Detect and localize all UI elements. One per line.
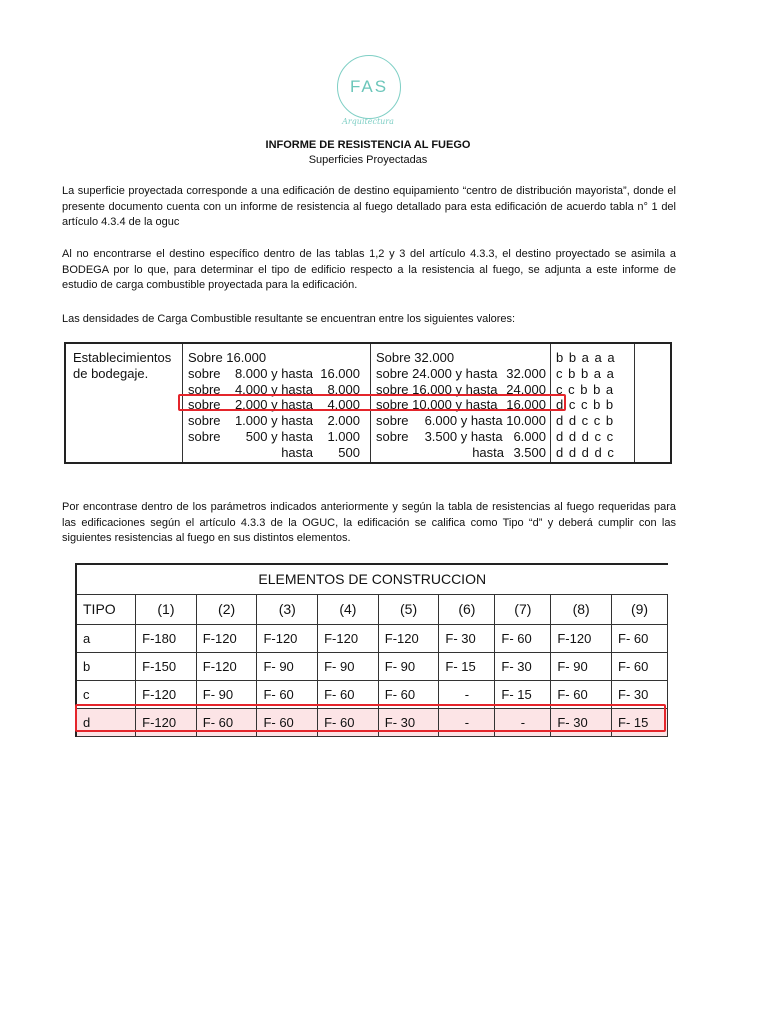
density-cell: 8.000 y hasta bbox=[234, 365, 313, 381]
density-highlight bbox=[178, 394, 566, 411]
density-cell: 6.000 y hasta 10.000 bbox=[424, 413, 546, 429]
paragraph-destino: Al no encontrarse el destino específico dentro de las tablas 1,2 y 3 del artículo 4.3.3, el destino proyectado se asimila a BODEGA por lo que, para determinar el tipo de edificio respecto a la resistencia al fuego, se adjunta a este informe de estudio de carga combustible proyectada para la edificación. bbox=[62, 248, 676, 292]
elements-cell: F- 60 bbox=[612, 652, 668, 680]
elements-header-cell: (4) bbox=[318, 594, 379, 624]
density-row bbox=[376, 366, 556, 382]
density-cell: Sobre 16.000 bbox=[188, 350, 267, 365]
density-row bbox=[376, 429, 556, 445]
elements-header-cell: TIPO bbox=[76, 594, 136, 624]
density-cell: 1.000 y hasta bbox=[234, 413, 313, 429]
elements-header-cell: (3) bbox=[257, 594, 318, 624]
elements-cell: - bbox=[439, 708, 495, 736]
document-title: INFORME DE RESISTENCIA AL FUEGO bbox=[265, 139, 471, 151]
density-cell: sobre bbox=[188, 365, 221, 381]
elements-cell: c bbox=[76, 680, 136, 708]
elements-header-row bbox=[76, 594, 668, 624]
document-subtitle: Superficies Proyectadas bbox=[308, 154, 428, 166]
density-cell: 500 bbox=[338, 444, 360, 460]
elements-cell: F- 15 bbox=[612, 708, 668, 736]
elements-cell: F-120 bbox=[551, 624, 612, 652]
elements-cell: F- 30 bbox=[378, 708, 439, 736]
elements-cell: F- 90 bbox=[551, 652, 612, 680]
density-cell: 32.000 bbox=[506, 365, 546, 381]
elements-header-cell: (5) bbox=[378, 594, 439, 624]
elements-cell: F- 30 bbox=[612, 680, 668, 708]
elements-header-cell: (1) bbox=[136, 594, 197, 624]
density-cell: 4.000 y hasta bbox=[234, 381, 313, 397]
elements-header-cell: (9) bbox=[612, 594, 668, 624]
density-cell: Sobre 32.000 bbox=[376, 350, 455, 365]
logo bbox=[337, 55, 401, 119]
elements-header-cell: (8) bbox=[551, 594, 612, 624]
elements-cell: F- 60 bbox=[551, 680, 612, 708]
elements-row bbox=[76, 652, 668, 680]
density-cell: 4.000 bbox=[327, 397, 360, 413]
elements-cell: F- 30 bbox=[495, 652, 551, 680]
elements-table-title: ELEMENTOS DE CONSTRUCCION bbox=[76, 564, 668, 594]
elements-cell: F- 15 bbox=[439, 652, 495, 680]
elements-cell: F- 60 bbox=[318, 680, 379, 708]
density-row bbox=[376, 413, 556, 429]
density-cell: 3.500 bbox=[513, 444, 546, 460]
paragraph-intro: La superficie proyectada corresponde a una edificación de destino equipamiento “centro de distribución mayorista”, donde el presente documento cuenta con un informe de resistencia al fuego detallado para esta edificación de acuerdo tabla n° 1 del artículo 4.3.4 de la oguc bbox=[62, 185, 676, 229]
density-cell: 3.500 y hasta 6.000 bbox=[424, 428, 546, 444]
elements-cell: F- 30 bbox=[551, 708, 612, 736]
establishment-line: Establecimientos bbox=[73, 350, 172, 365]
elements-cell: - bbox=[495, 708, 551, 736]
density-cell: sobre bbox=[188, 428, 221, 444]
density-cell: sobre bbox=[188, 381, 221, 397]
density-row bbox=[188, 366, 366, 382]
density-row bbox=[376, 445, 556, 461]
density-cell: sobre bbox=[376, 413, 409, 429]
elements-cell: F- 60 bbox=[612, 624, 668, 652]
elements-cell: - bbox=[439, 680, 495, 708]
density-type-row: b b a a a bbox=[556, 350, 616, 365]
elements-cell: F- 60 bbox=[257, 708, 318, 736]
density-cell: hasta bbox=[281, 444, 313, 460]
elements-cell: F- 60 bbox=[318, 708, 379, 736]
paragraph-tipo: Por encontrase dentro de los parámetros indicados anteriormente y según la tabla de resistencias al fuego requeridas para las edificaciones según el artículo 4.3.3 de la OGUC, la edificación se califica como Tipo “d” y deberá cumplir con las siguientes resistencias al fuego en sus distintos elementos. bbox=[62, 501, 676, 545]
density-type-row: d c c b b bbox=[556, 397, 615, 413]
elements-cell: F-120 bbox=[257, 624, 318, 652]
logo-text: FAS bbox=[349, 77, 389, 96]
density-cell: sobre 10.000 y hasta bbox=[376, 397, 498, 413]
elements-highlight bbox=[75, 704, 666, 732]
density-cell: sobre 16.000 y hasta bbox=[376, 381, 498, 397]
elements-cell: F- 90 bbox=[196, 680, 257, 708]
density-cell: 500 y hasta bbox=[245, 428, 313, 444]
density-type-row: c c b b a bbox=[556, 381, 615, 397]
density-cell: 1.000 bbox=[327, 428, 360, 444]
density-cell: 16.000 bbox=[320, 365, 360, 381]
elements-cell: F- 15 bbox=[495, 680, 551, 708]
density-cell: sobre 24.000 y hasta bbox=[376, 365, 498, 381]
elements-cell: F- 60 bbox=[495, 624, 551, 652]
density-row bbox=[188, 350, 366, 366]
density-row bbox=[376, 350, 556, 366]
density-type-row: d d d d c bbox=[556, 444, 615, 460]
density-cell: sobre bbox=[188, 397, 221, 413]
density-cell: 24.000 bbox=[506, 381, 546, 397]
elements-cell: F- 90 bbox=[318, 652, 379, 680]
elements-cell: F-120 bbox=[378, 624, 439, 652]
density-cell: 2.000 y hasta bbox=[234, 397, 313, 413]
elements-cell: F- 60 bbox=[378, 680, 439, 708]
elements-cell: F-180 bbox=[136, 624, 197, 652]
density-type-row: c b b a a bbox=[556, 365, 615, 381]
density-cell: hasta bbox=[472, 444, 504, 460]
density-row bbox=[188, 445, 366, 461]
density-cell: 8.000 bbox=[327, 381, 360, 397]
logo-subtitle: Arquitectura bbox=[342, 117, 394, 126]
establishment-label bbox=[73, 350, 171, 382]
density-cell: sobre bbox=[188, 413, 221, 429]
elements-cell: F- 90 bbox=[257, 652, 318, 680]
elements-cell: F- 60 bbox=[196, 708, 257, 736]
density-cell: 16.000 bbox=[506, 397, 546, 413]
elements-cell: F-120 bbox=[196, 652, 257, 680]
elements-cell: F- 90 bbox=[378, 652, 439, 680]
elements-cell: F-150 bbox=[136, 652, 197, 680]
density-row bbox=[188, 429, 366, 445]
establishment-line: de bodegaje. bbox=[73, 366, 149, 381]
elements-cell: F-120 bbox=[318, 624, 379, 652]
density-cell: 2.000 bbox=[327, 413, 360, 429]
elements-cell: a bbox=[76, 624, 136, 652]
elements-cell: d bbox=[76, 708, 136, 736]
density-type-row: d d c c b bbox=[556, 413, 615, 429]
elements-cell: F-120 bbox=[136, 680, 197, 708]
elements-header-cell: (2) bbox=[196, 594, 257, 624]
density-cell: sobre bbox=[376, 428, 409, 444]
elements-header-cell: (6) bbox=[439, 594, 495, 624]
elements-cell: b bbox=[76, 652, 136, 680]
elements-row bbox=[76, 624, 668, 652]
density-column-types bbox=[556, 350, 636, 461]
elements-cell: F-120 bbox=[136, 708, 197, 736]
density-type-row: d d d c c bbox=[556, 428, 615, 444]
paragraph-densidades: Las densidades de Carga Combustible resultante se encuentran entre los siguientes valores: bbox=[62, 313, 516, 325]
elements-cell: F- 30 bbox=[439, 624, 495, 652]
density-row bbox=[188, 413, 366, 429]
elements-cell: F-120 bbox=[196, 624, 257, 652]
elements-cell: F- 60 bbox=[257, 680, 318, 708]
elements-header-cell: (7) bbox=[495, 594, 551, 624]
